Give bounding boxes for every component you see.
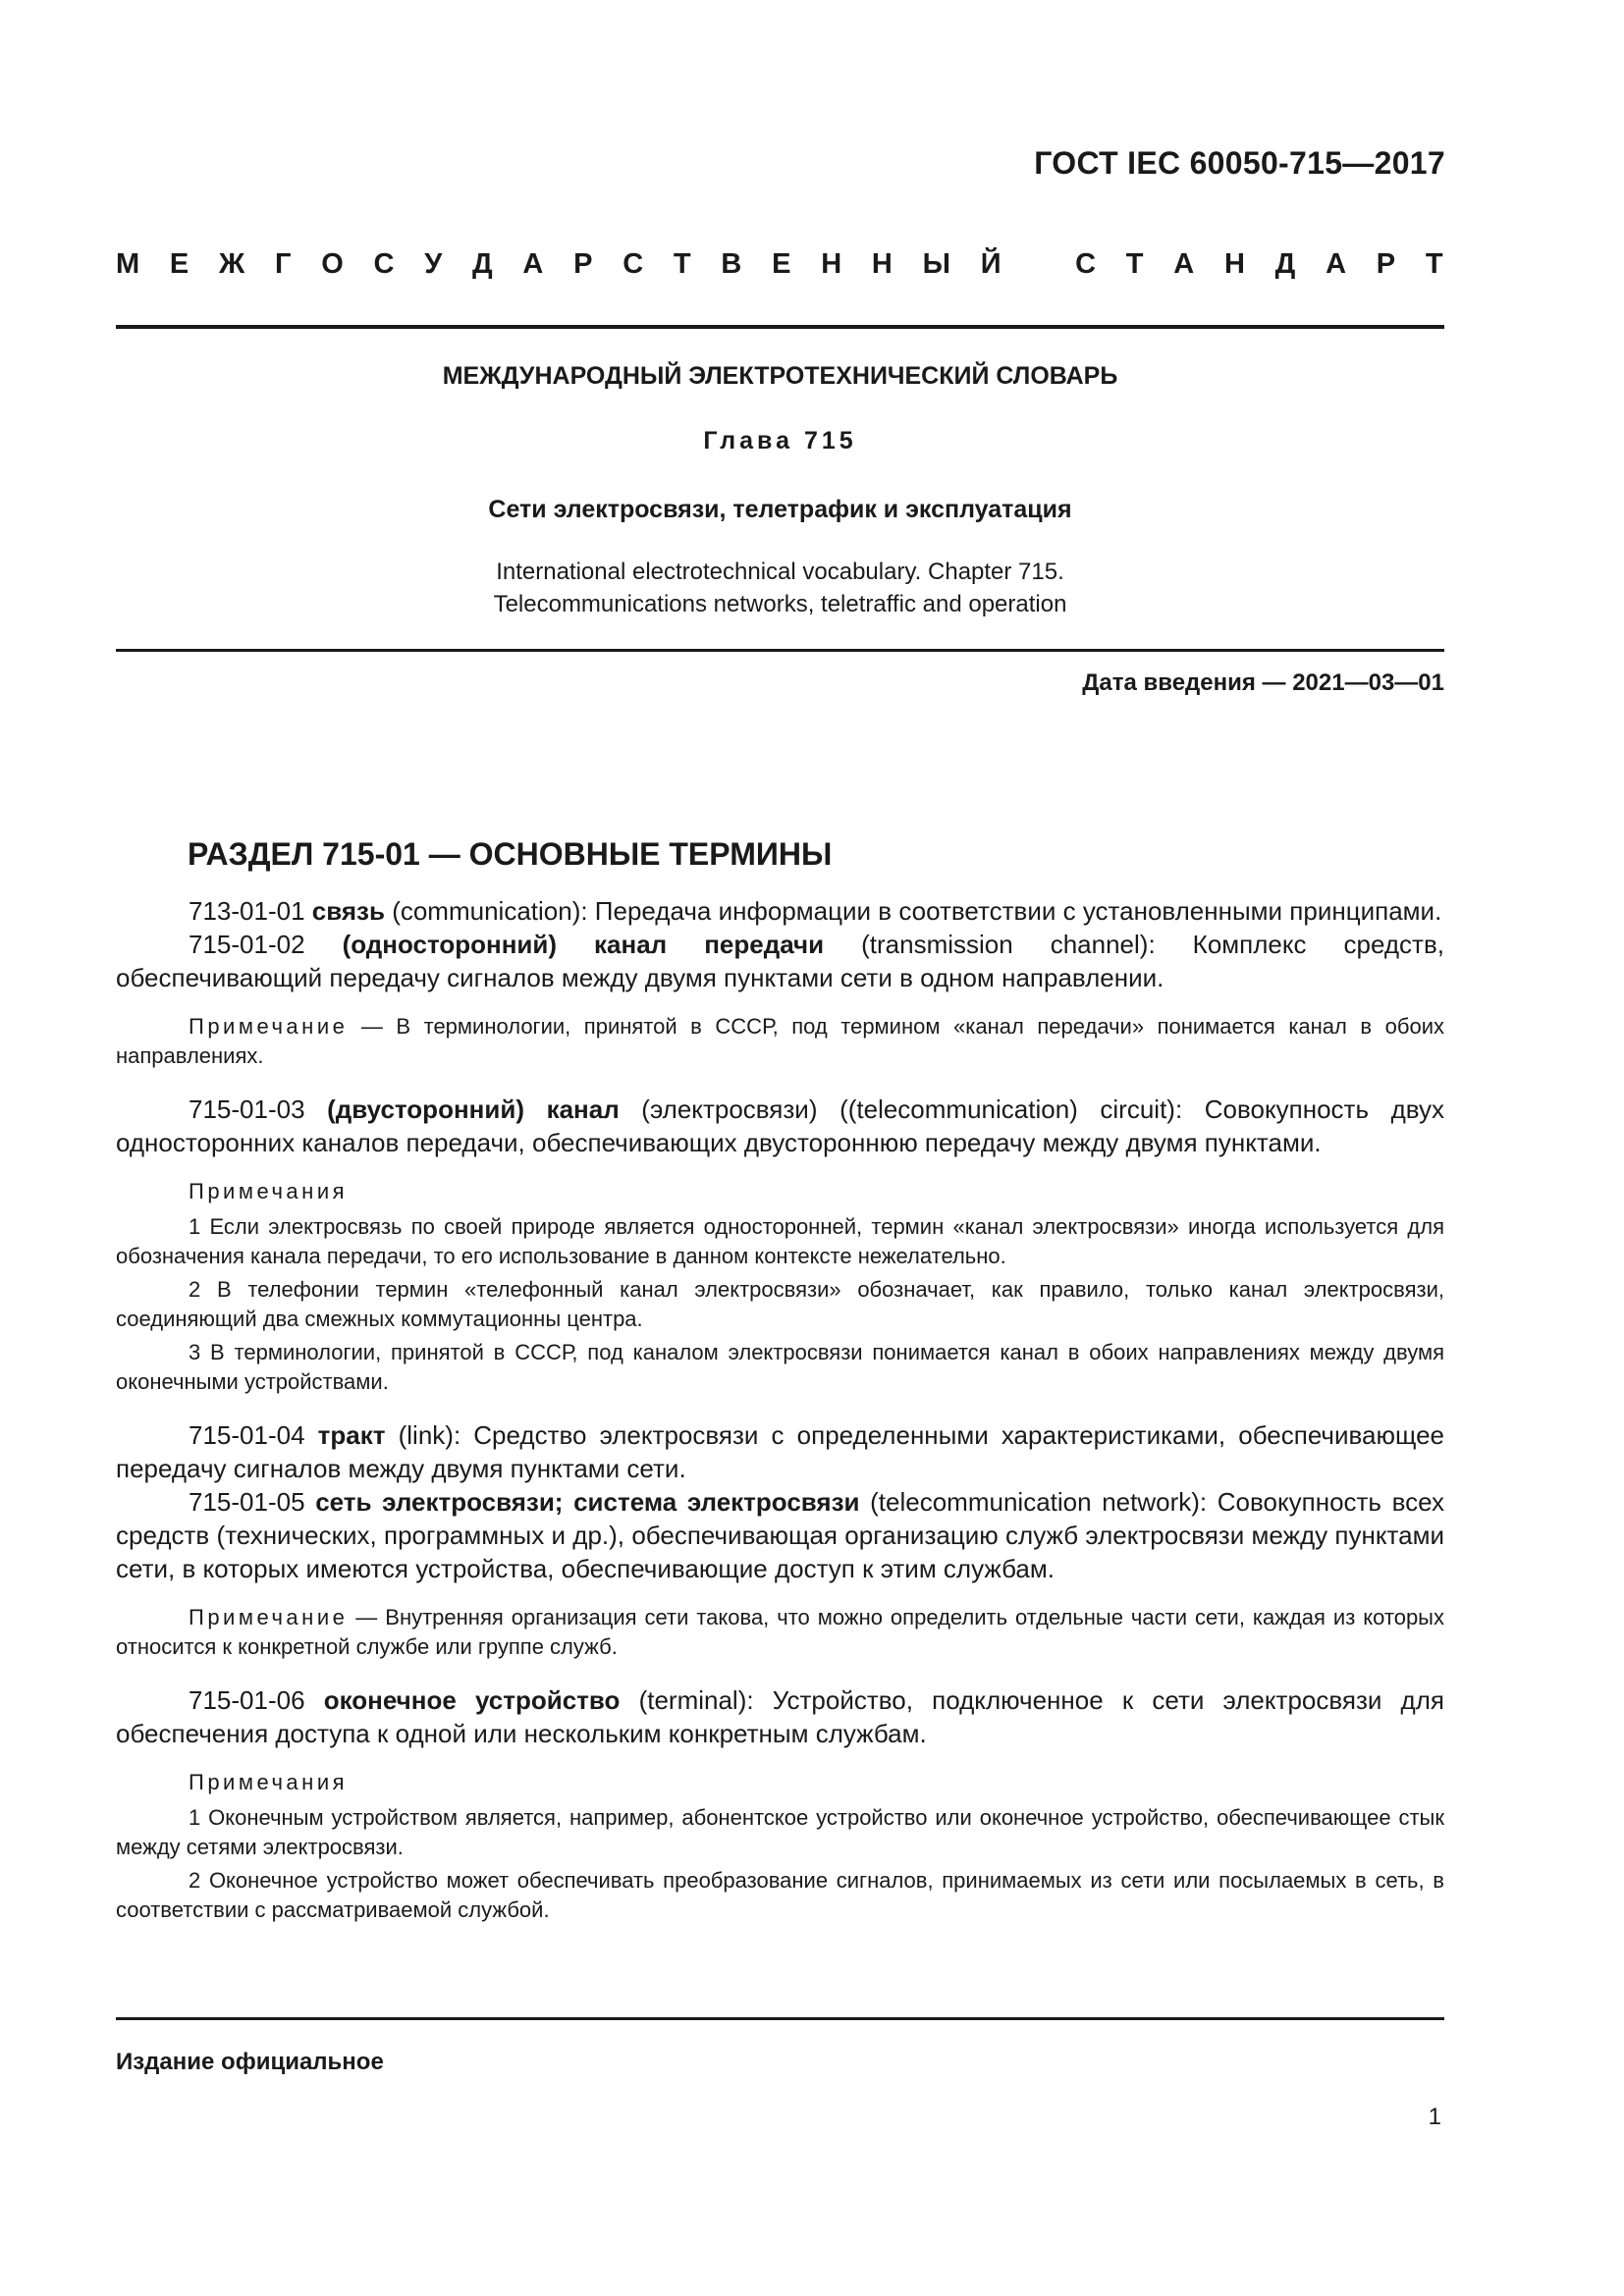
banner-letter: В bbox=[721, 248, 742, 280]
chapter-title: Глава 715 bbox=[703, 427, 857, 454]
banner-letter: О bbox=[321, 248, 344, 280]
banner-letter: Д bbox=[1274, 248, 1296, 280]
chapter-subtitle: Сети электросвязи, телетрафик и эксплуатация bbox=[488, 496, 1072, 523]
banner-letter: А bbox=[1326, 248, 1347, 280]
banner-letter: Т bbox=[1125, 248, 1144, 280]
note: 2 Оконечное устройство может обеспечивать преобразование сигналов, принимаемых из сети или посылаемых в сеть, в соответствии с рассматриваемой службой. bbox=[116, 1868, 1444, 1922]
note-label: Примечание bbox=[189, 1014, 349, 1039]
title-rule bbox=[116, 649, 1444, 652]
term-definition: (link): Средство электросвязи с определенными характеристиками, обеспечивающее передачу сигналов между двумя пунктами сети. bbox=[116, 1420, 1445, 1483]
note bbox=[116, 1012, 1444, 1071]
english-title-line-2: Telecommunications networks, teletraffic and operation bbox=[493, 591, 1067, 617]
footer-rule bbox=[116, 2017, 1444, 2020]
edition-label: Издание официальное bbox=[116, 2049, 384, 2075]
banner-letter: Е bbox=[772, 248, 791, 280]
term-name: (односторонний) канал передачи bbox=[342, 930, 825, 959]
term-number: 715-01-03 bbox=[189, 1095, 305, 1124]
vocabulary-title: МЕЖДУНАРОДНЫЙ ЭЛЕКТРОТЕХНИЧЕСКИЙ СЛОВАРЬ bbox=[442, 362, 1118, 390]
banner-letter: Т bbox=[1425, 248, 1443, 280]
term-name: сеть электросвязи; система электросвязи bbox=[315, 1487, 860, 1517]
term-number: 713-01-01 bbox=[189, 896, 305, 926]
banner-letter: Ы bbox=[922, 248, 950, 280]
document-code: ГОСТ IEC 60050-715—2017 bbox=[1034, 145, 1445, 181]
banner-letter: С bbox=[1075, 248, 1097, 280]
term-definition: (электросвязи) ((telecommunication) circuit): Совокупность двух односторонних каналов передачи, обеспечивающих двустороннюю передачу между двумя пунктами. bbox=[116, 1095, 1444, 1157]
banner-letter bbox=[1031, 248, 1045, 281]
notes-label: Примечания bbox=[189, 1770, 349, 1794]
term-entry bbox=[116, 1418, 1444, 1485]
term-entry bbox=[116, 928, 1444, 994]
banner-letter: С bbox=[623, 248, 644, 280]
term-definition: (communication): Передача информации в соответствии с установленными принципами. bbox=[384, 896, 1442, 926]
banner-letter: А bbox=[522, 248, 544, 280]
term-entry bbox=[116, 894, 1444, 928]
term-number: 715-01-04 bbox=[189, 1420, 305, 1450]
banner-letter: Г bbox=[274, 248, 292, 280]
term-name: тракт bbox=[317, 1420, 386, 1450]
banner-letter: М bbox=[116, 248, 140, 280]
banner-letter: Т bbox=[673, 248, 691, 280]
term-number: 715-01-02 bbox=[189, 930, 305, 959]
section-heading: РАЗДЕЛ 715-01 — ОСНОВНЫЕ ТЕРМИНЫ bbox=[188, 836, 833, 872]
banner-letter: Р bbox=[573, 248, 593, 280]
note-text: — В терминологии, принятой в СССР, под термином «канал передачи» понимается канал в обоих направлениях. bbox=[116, 1014, 1444, 1068]
standard-banner bbox=[116, 248, 1443, 281]
term-name: (двусторонний) канал bbox=[327, 1095, 620, 1124]
note: 1 Оконечным устройством является, например, абонентское устройство или оконечное устройство, обеспечивающее стык между сетями электросвязи. bbox=[116, 1805, 1444, 1859]
banner-letter: Н bbox=[1223, 248, 1245, 280]
note bbox=[116, 1603, 1444, 1662]
term-definition: (telecommunication network): Совокупность всех средств (технических, программных и др.), обеспечивающая организацию служб электросвязи между пунктами сети, в которых имеются устройства, обеспечивающие доступ к этим службам. bbox=[116, 1487, 1445, 1583]
note: 1 Если электросвязь по своей природе является односторонней, термин «канал электросвязи» иногда используется для обозначения канала передачи, то его использование в данном контексте нежелательно. bbox=[116, 1214, 1444, 1268]
english-title-line-1: International electrotechnical vocabulary. Chapter 715. bbox=[496, 559, 1064, 585]
term-definition: (terminal): Устройство, подключенное к сети электросвязи для обеспечения доступа к одной или нескольким конкретным службам. bbox=[116, 1685, 1444, 1748]
term-number: 715-01-05 bbox=[189, 1487, 305, 1517]
term-name: оконечное устройство bbox=[323, 1685, 621, 1715]
english-title bbox=[116, 556, 1444, 620]
note-text: — Внутренняя организация сети такова, что можно определить отдельные части сети, каждая из которых относится к конкретной службе или группе служб. bbox=[116, 1605, 1444, 1659]
banner-letter: Н bbox=[821, 248, 842, 280]
banner-letter: С bbox=[373, 248, 395, 280]
banner-letter: Н bbox=[871, 248, 893, 280]
term-definition: (transmission channel): Комплекс средств, обеспечивающий передачу сигналов между двумя пунктами сети в одном направлении. bbox=[116, 930, 1444, 992]
note: 2 В телефонии термин «телефонный канал электросвязи» обозначает, как правило, только канал электросвязи, соединяющий два смежных коммутационны центра. bbox=[116, 1277, 1444, 1331]
page-number: 1 bbox=[1428, 2104, 1441, 2130]
banner-letter: Й bbox=[980, 248, 1001, 280]
term-entry bbox=[116, 1093, 1444, 1159]
top-rule bbox=[116, 325, 1444, 329]
banner-letter: У bbox=[424, 248, 443, 280]
note: 3 В терминологии, принятой в СССР, под каналом электросвязи понимается канал в обоих направлениях между двумя оконечными устройствами. bbox=[116, 1340, 1444, 1394]
term-name: связь bbox=[311, 896, 385, 926]
banner-letter: А bbox=[1173, 248, 1195, 280]
banner-letter: Ж bbox=[219, 248, 245, 280]
term-entry bbox=[116, 1683, 1444, 1750]
notes-label: Примечания bbox=[189, 1179, 349, 1203]
banner-letter: Д bbox=[472, 248, 493, 280]
banner-letter: Е bbox=[169, 248, 189, 280]
banner-letter: Р bbox=[1376, 248, 1396, 280]
introduction-date: Дата введения — 2021—03—01 bbox=[1082, 669, 1444, 696]
note-label: Примечание bbox=[189, 1605, 349, 1629]
term-entry bbox=[116, 1485, 1444, 1585]
term-number: 715-01-06 bbox=[189, 1685, 305, 1715]
document-body bbox=[116, 894, 1444, 1929]
